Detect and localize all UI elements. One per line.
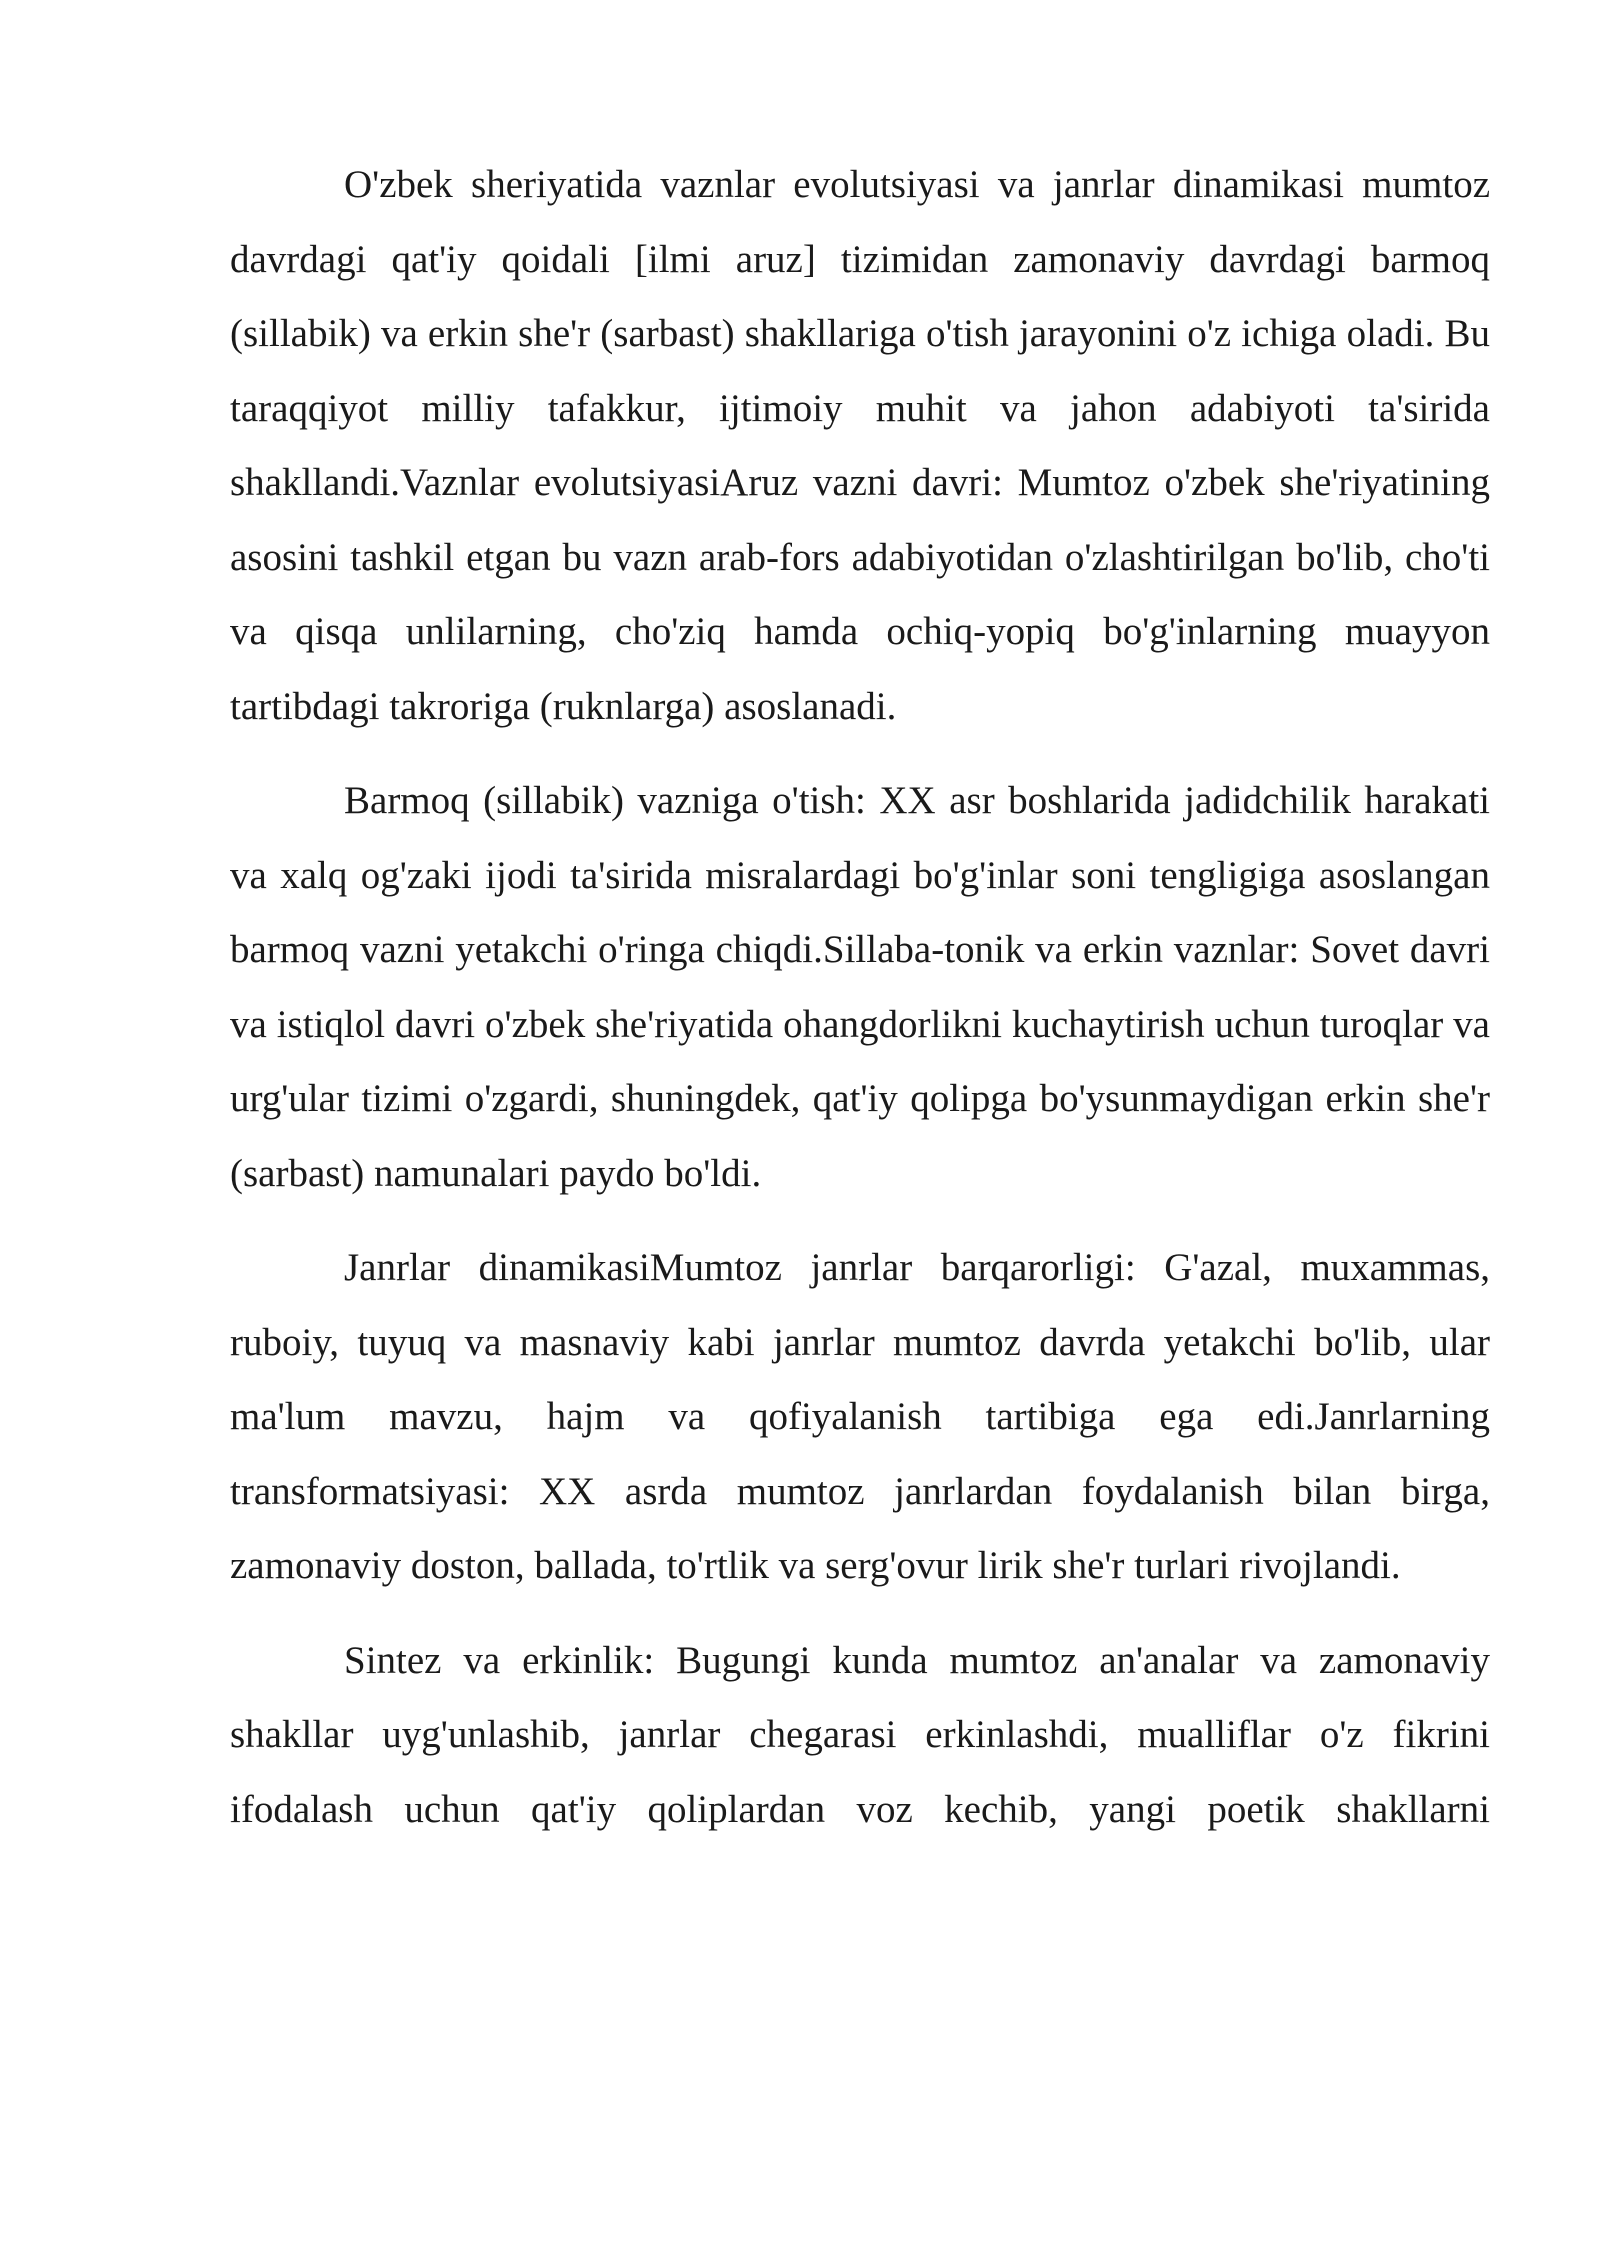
paragraph-3: Janrlar dinamikasiMumtoz janrlar barqarorligi: G'azal, muxammas, ruboiy, tuyuq va masnaviy kabi janrlar mumtoz davrda yetakchi bo'lib, ular ma'lum mavzu, hajm va qofiyalanish tartibiga ega edi.Janrlarning transformatsiyasi: XX asrda mumtoz janrlardan foydalanish bilan birga, zamonaviy doston, ballada, to'rtlik va serg'ovur lirik she'r turlari rivojlandi.	[230, 1246, 1490, 1587]
paragraph-2: Barmoq (sillabik) vazniga o'tish: XX asr boshlarida jadidchilik harakati va xalq og'zaki ijodi ta'sirida misralardagi bo'g'inlar soni tengligiga asoslangan barmoq vazni yetakchi o'ringa chiqdi.Sillaba-tonik va erkin vaznlar: Sovet davri va istiqlol davri o'zbek she'riyatida ohangdorlikni kuchaytirish uchun turoqlar va urg'ular tizimi o'zgardi, shuningdek, qat'iy qolipga bo'ysunmaydigan erkin she'r (sarbast) namunalari paydo bo'ldi.	[230, 779, 1490, 1195]
paragraph-4: Sintez va erkinlik: Bugungi kunda mumtoz an'analar va zamonaviy shakllar uyg'unlashib, janrlar chegarasi erkinlashdi, mualliflar o'z fikrini ifodalash uchun qat'iy qoliplardan voz kechib, yangi poetik shakllarni	[230, 1638, 1490, 1831]
document-page	[230, 148, 1490, 1867]
paragraph-1: O'zbek sheriyatida vaznlar evolutsiyasi va janrlar dinamikasi mumtoz davrdagi qat'iy qoidali [ilmi aruz] tizimidan zamonaviy davrdagi barmoq (sillabik) va erkin she'r (sarbast) shakllariga o'tish jarayonini o'z ichiga oladi. Bu taraqqiyot milliy tafakkur, ijtimoiy muhit va jahon adabiyoti ta'sirida shakllandi.Vaznlar evolutsiyasiAruz vazni davri: Mumtoz o'zbek she'riyatining asosini tashkil etgan bu vazn arab-fors adabiyotidan o'zlashtirilgan bo'lib, cho'ti va qisqa unlilarning, cho'ziq hamda ochiq-yopiq bo'g'inlarning muayyon tartibdagi takroriga (ruknlarga) asoslanadi.	[230, 163, 1490, 728]
